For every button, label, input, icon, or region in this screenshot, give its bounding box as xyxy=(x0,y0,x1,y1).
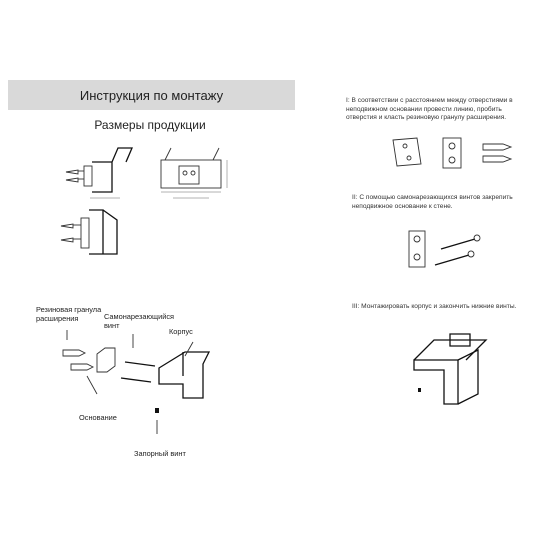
label-set-screw: Запорный винт xyxy=(134,449,186,458)
dimension-drawing-side-bottom xyxy=(55,202,145,262)
page-title: Инструкция по монтажу xyxy=(79,87,224,103)
dimension-drawing-side-top xyxy=(60,140,150,200)
step2-illustration xyxy=(405,225,505,280)
page-title-bar xyxy=(8,80,295,110)
page-subtitle: Размеры продукции xyxy=(94,118,206,132)
step1-illustration xyxy=(385,130,525,175)
step-2-text: II: С помощью самонарезающихся винтов закрепить неподвижное основание к стене. xyxy=(352,194,513,210)
step-1-text: I: В соответствии с расстоянием между отверстиями в неподвижном основании провести линию, пробить отверстия и класть резиновую гранулу расширения. xyxy=(346,97,513,122)
label-anchor: Резиновая гранула расширения xyxy=(36,305,102,324)
step-3-text: III: Монтажировать корпус и закончить нижние винты. xyxy=(352,303,517,310)
step3-illustration xyxy=(400,320,510,420)
label-base: Основание xyxy=(79,413,117,422)
label-body: Корпус xyxy=(169,327,193,336)
label-self-tapping-screw: Самонарезающийся винт xyxy=(104,312,175,331)
dimension-drawing-front xyxy=(155,140,235,205)
